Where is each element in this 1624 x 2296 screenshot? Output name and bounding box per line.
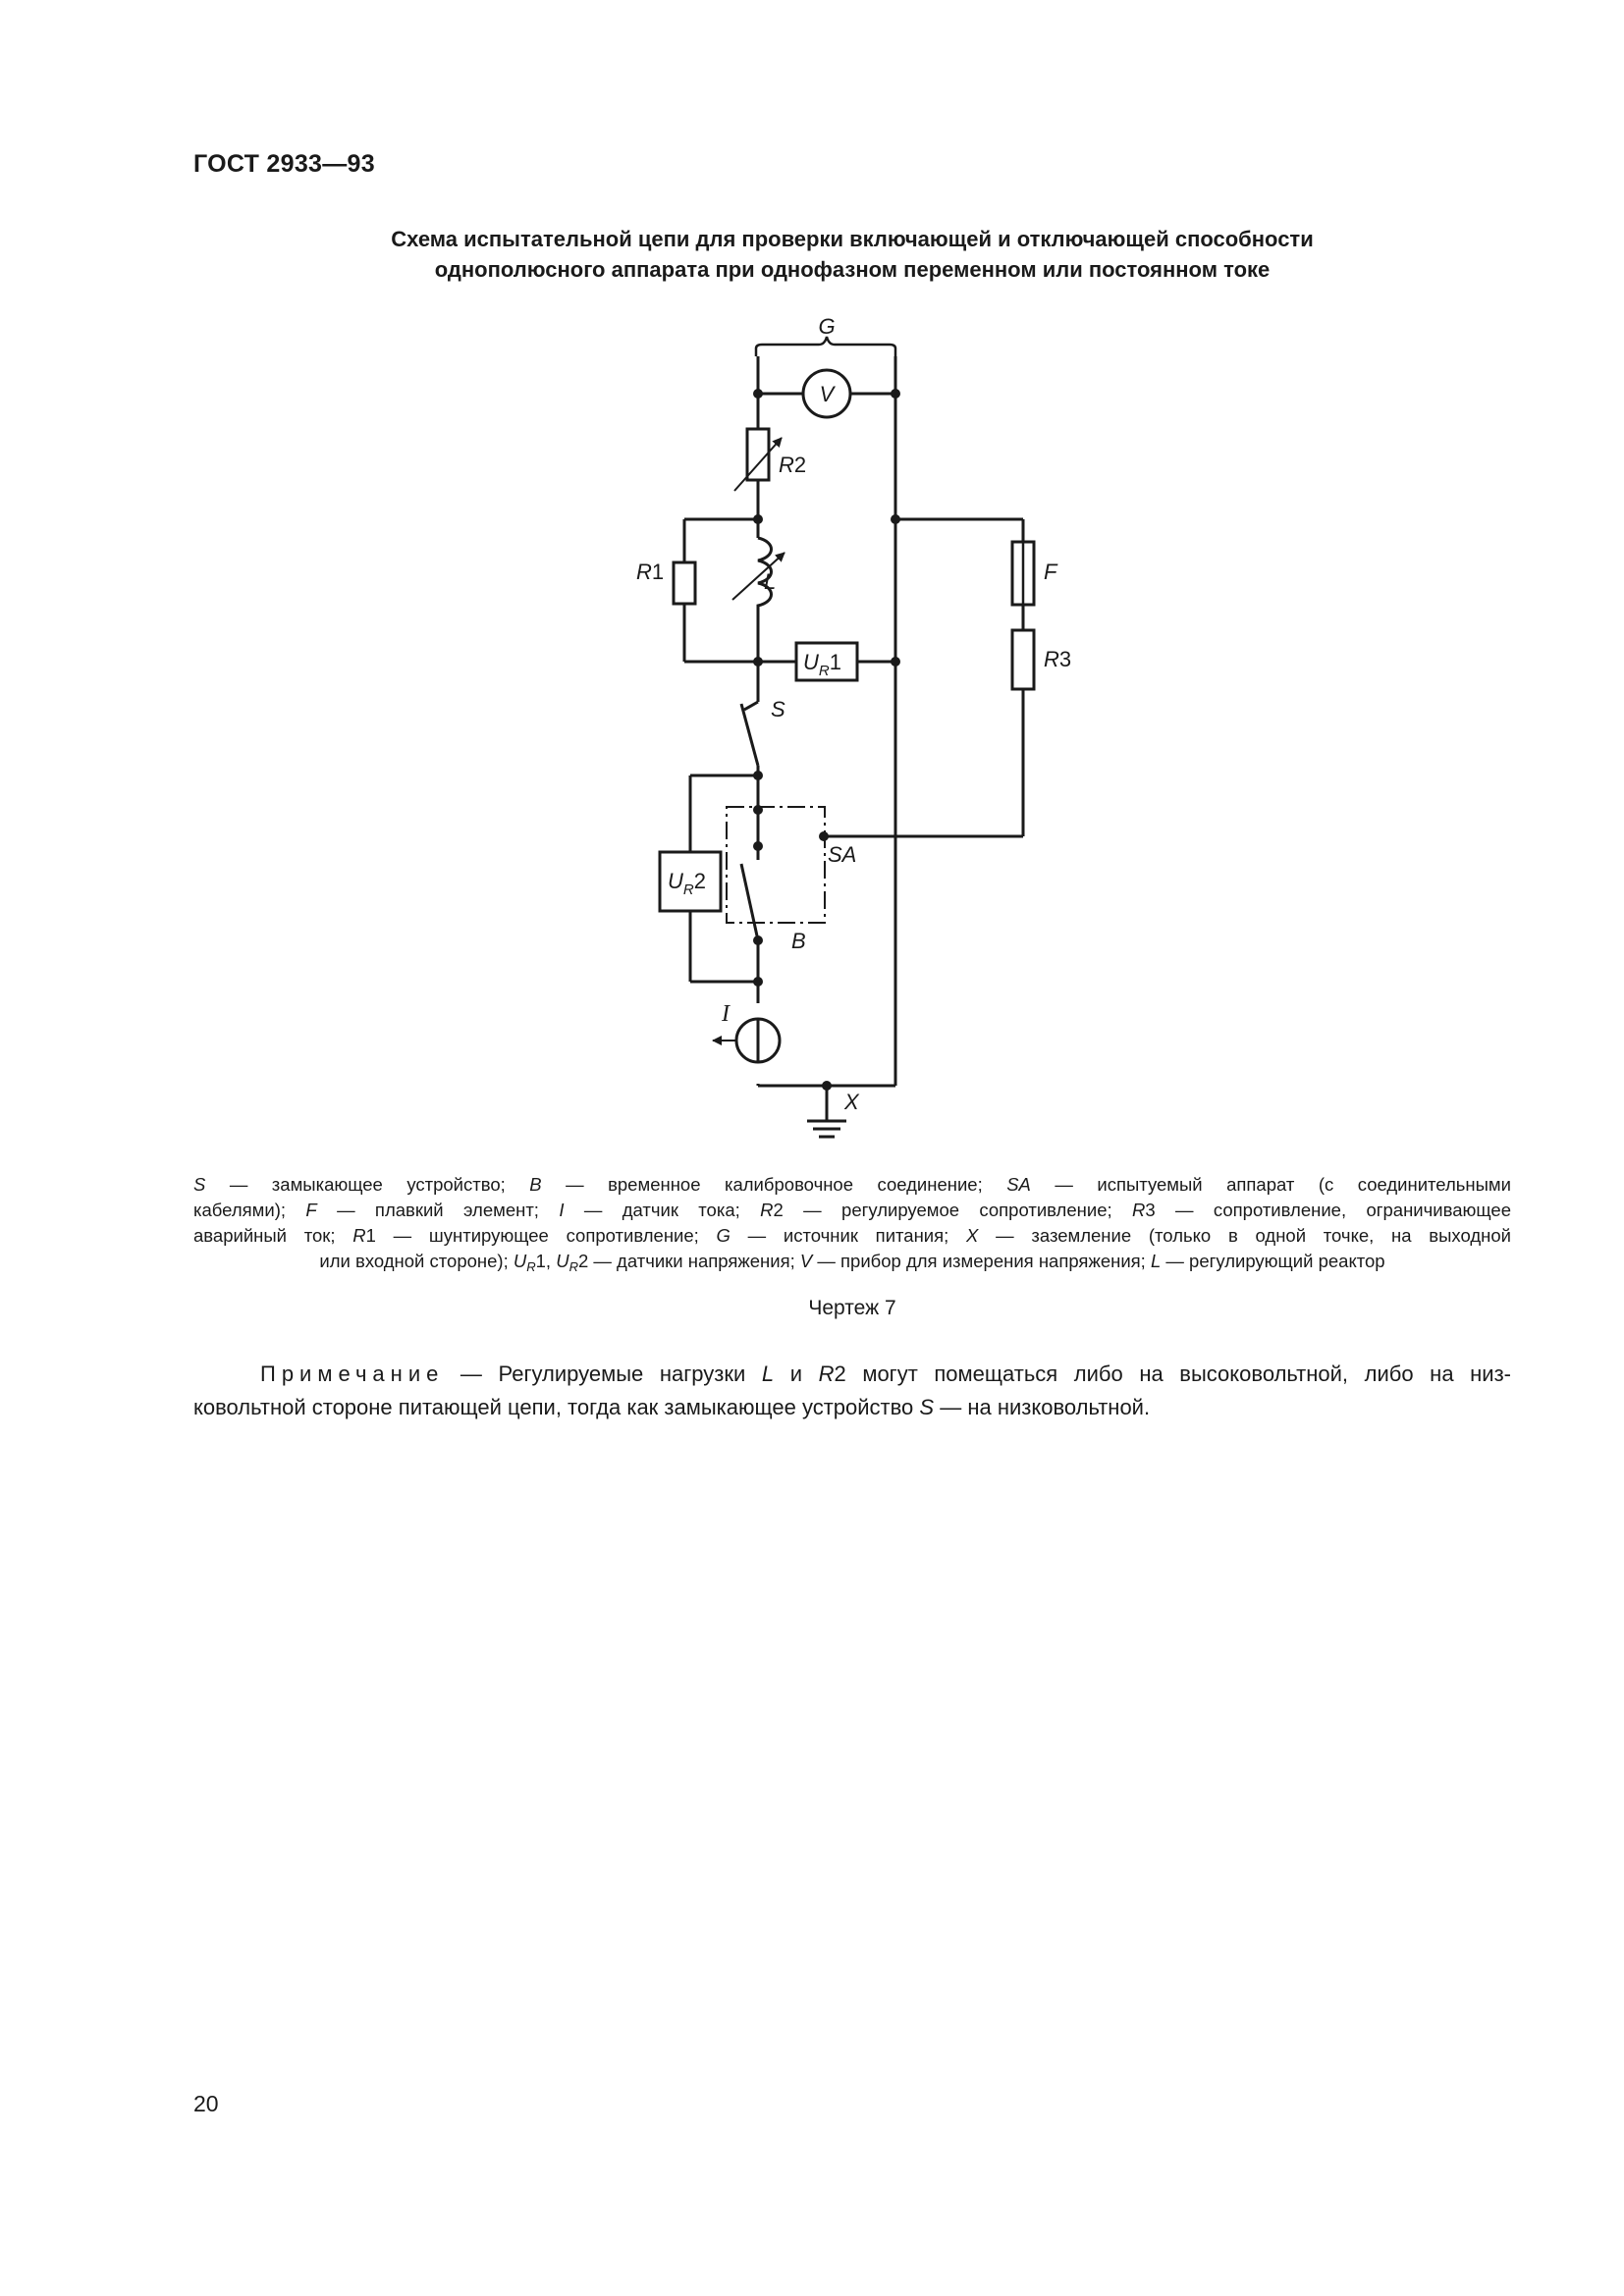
legend-line-4: или входной стороне); $U_R1$, $U_R2$ — датчики напряжения; V — прибор для измерения напряжения; L — регулирующий реактор (319, 1251, 1385, 1274)
label-b: B (791, 929, 806, 953)
note-line-1: Примечание — Регулируемые нагрузки L и R2 могут помещаться либо на высоковольтной, либо на низ- (260, 1362, 1512, 1386)
svg-text:R3: R3 (1044, 647, 1072, 671)
label-x: X (844, 1090, 859, 1114)
legend-line-1: S — замыкающее устройство; B — временное калибровочное соединение; SA — испытуемый аппарат (с соединительными (193, 1174, 1511, 1195)
note-paragraph (193, 1358, 1511, 1424)
label-g: G (818, 314, 836, 339)
figure-caption: Чертеж 7 (808, 1297, 896, 1319)
switch-s (741, 697, 785, 766)
current-sensor-i (713, 1001, 780, 1062)
junction-dots (753, 389, 900, 1091)
svg-text:R2: R2 (779, 453, 807, 477)
ground-symbol (807, 1086, 860, 1137)
svg-text:R1: R1 (636, 560, 665, 584)
label-v: V (819, 382, 835, 406)
fuse-branch (824, 519, 1071, 836)
figure-title-line-2: однополюсного аппарата при однофазном переменном или постоянном токе (434, 257, 1271, 282)
label-f: F (1044, 560, 1057, 584)
source-brace (756, 337, 895, 356)
resistor-r1 (636, 519, 758, 662)
note-line-2: ковольтной стороне питающей цепи, тогда как замыкающее устройство S — на низковольтной. (193, 1395, 1151, 1419)
label-sa: SA (828, 842, 857, 867)
document-header: ГОСТ 2933—93 (193, 150, 375, 178)
svg-text:UR1: $U_R1$ (803, 650, 841, 679)
svg-text:UR2: $U_R2$ (668, 869, 706, 898)
voltage-sensor-ur1 (758, 643, 895, 680)
label-l: L (764, 569, 777, 594)
legend-line-3: аварийный ток; R1 — шунтирующее сопротивление; G — источник питания; X — заземление (только в одной точке, на выходной (193, 1225, 1511, 1246)
label-i: I (722, 1001, 730, 1027)
note-label: Примечание (260, 1362, 445, 1386)
label-s: S (771, 697, 785, 721)
figure-title-line-1: Схема испытательной цепи для проверки включающей и отключающей способности (391, 227, 1314, 251)
figure-legend (193, 1172, 1511, 1280)
page-number: 20 (193, 2091, 219, 2116)
reactor-l (732, 538, 785, 613)
device-under-test-sa (727, 807, 856, 953)
resistor-r2 (734, 429, 806, 491)
legend-line-2: кабелями); F — плавкий элемент; I — датчик тока; R2 — регулируемое сопротивление; R3 — сопротивление, ограничивающее (193, 1200, 1511, 1220)
voltmeter (758, 370, 895, 417)
